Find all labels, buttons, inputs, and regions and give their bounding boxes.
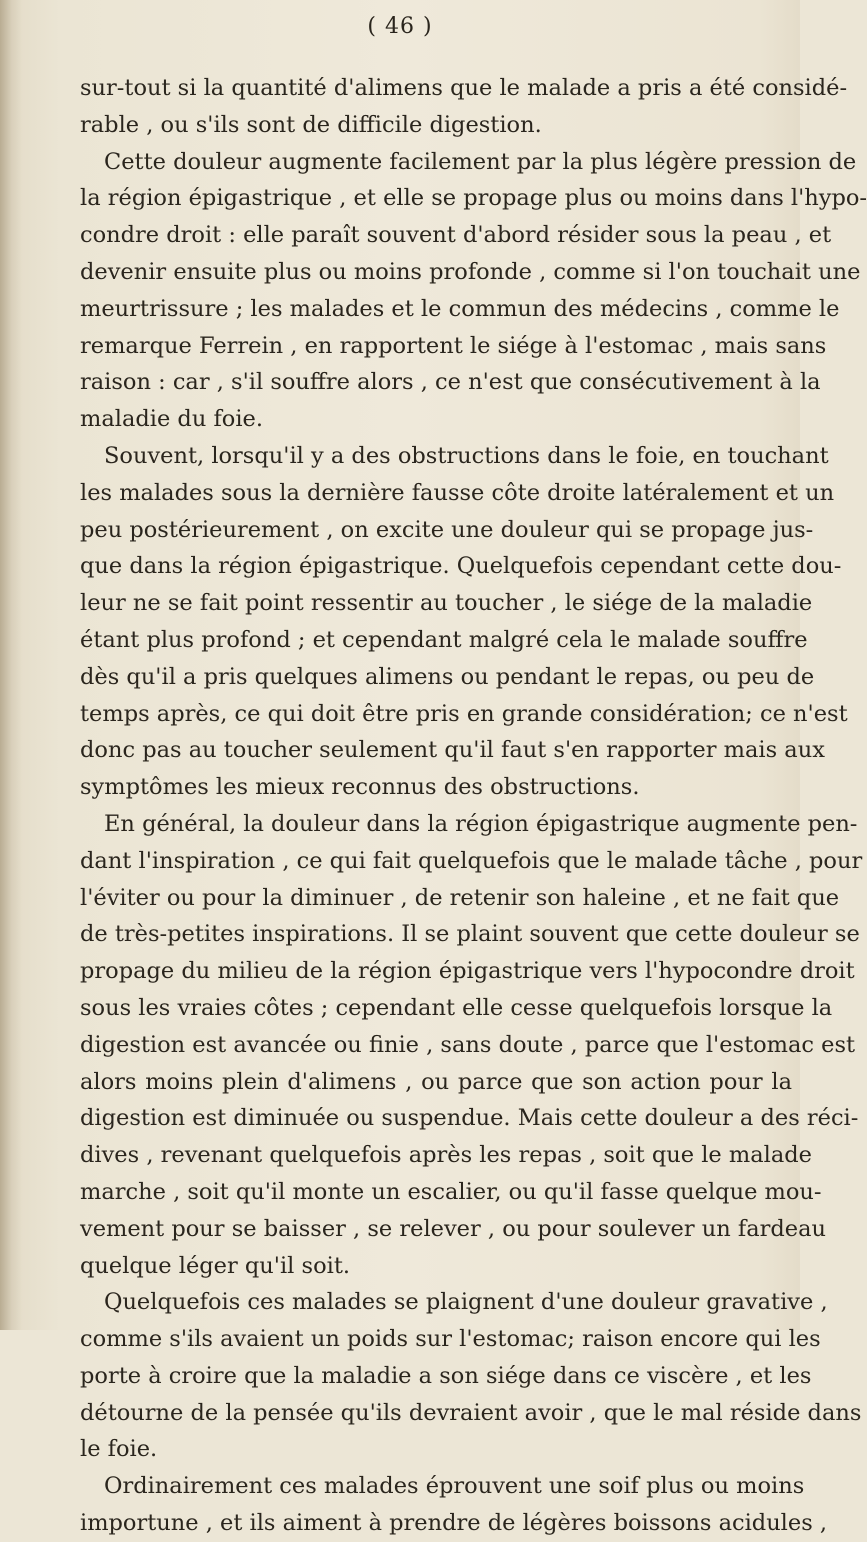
binding-gutter-shadow	[0, 0, 22, 1330]
text-line: Cette douleur augmente facilement par la plus légère pression de	[104, 148, 857, 175]
text-line: Quelquefois ces malades se plaignent d'une douleur gravative ,	[104, 1289, 828, 1316]
text-line: Ordinairement ces malades éprouvent une soif plus ou moins	[104, 1473, 805, 1500]
page-number: ( 46 )	[367, 14, 433, 39]
text-line: Souvent, lorsqu'il y a des obstructions dans le foie, en touchant	[104, 442, 829, 469]
text-line: comme s'ils avaient un poids sur l'estomac; raison encore qui les	[80, 1326, 821, 1353]
text-line: condre droit : elle paraît souvent d'abord résider sous la peau , et	[80, 222, 832, 249]
text-line: sous les vraies côtes ; cependant elle cesse quelquefois lorsque la	[80, 994, 833, 1021]
text-line: En général, la douleur dans la région épigastrique augmente pen-	[104, 810, 858, 837]
text-line: vement pour se baisser , se relever , ou pour soulever un fardeau	[80, 1215, 827, 1242]
text-line: sur-tout si la quantité d'alimens que le malade a pris a été considé-	[80, 75, 848, 101]
text-line: détourne de la pensée qu'ils devraient avoir , que le mal réside dans	[80, 1399, 862, 1426]
text-line: meurtrissure ; les malades et le commun des médecins , comme le	[80, 295, 840, 322]
text-line: que dans la région épigastrique. Quelquefois cependant cette dou-	[80, 553, 842, 580]
text-line: quelque léger qu'il soit.	[80, 1252, 351, 1279]
text-line: propage du milieu de la région épigastrique vers l'hypocondre droit	[80, 958, 855, 985]
text-line: temps après, ce qui doit être pris en grande considération; ce n'est	[80, 700, 848, 727]
text-line: rable , ou s'ils sont de difficile digestion.	[80, 111, 542, 138]
text-line: importune , et ils aiment à prendre de légères boissons acidules ,	[80, 1510, 828, 1537]
text-line: remarque Ferrein , en rapportent le siége à l'estomac , mais sans	[80, 332, 827, 359]
text-line: digestion est diminuée ou suspendue. Mais cette douleur a des réci-	[80, 1105, 859, 1132]
text-line: digestion est avancée ou finie , sans doute , parce que l'estomac est	[80, 1031, 856, 1058]
text-line: dant l'inspiration , ce qui fait quelquefois que le malade tâche , pour	[80, 847, 863, 874]
text-line: la région épigastrique , et elle se propage plus ou moins dans l'hypo-	[80, 185, 867, 212]
text-line: les malades sous la dernière fausse côte droite latéralement et un	[80, 479, 835, 506]
text-line: le foie.	[80, 1436, 158, 1463]
text-line: raison : car , s'il souffre alors , ce n'est que consécutivement à la	[80, 369, 821, 396]
text-line: devenir ensuite plus ou moins profonde , comme si l'on touchait une	[80, 258, 861, 285]
text-line: symptômes les mieux reconnus des obstructions.	[80, 774, 640, 801]
text-line: marche , soit qu'il monte un escalier, ou qu'il fasse quelque mou-	[80, 1178, 822, 1205]
text-line: de très-petites inspirations. Il se plaint souvent que cette douleur se	[80, 921, 860, 948]
text-line: leur ne se fait point ressentir au toucher , le siége de la maladie	[80, 590, 813, 617]
text-line: étant plus profond ; et cependant malgré cela le malade souffre	[80, 626, 808, 653]
text-line: l'éviter ou pour la diminuer , de retenir son haleine , et ne fait que	[80, 884, 840, 911]
text-line: donc pas au toucher seulement qu'il faut s'en rapporter mais aux	[80, 737, 825, 764]
text-line: dives , revenant quelquefois après les repas , soit que le malade	[80, 1142, 812, 1169]
body-text	[80, 70, 867, 1537]
text-line: porte à croire que la maladie a son siége dans ce viscère , et les	[80, 1362, 812, 1389]
text-line: maladie du foie.	[80, 406, 264, 433]
text-line: dès qu'il a pris quelques alimens ou pendant le repas, ou peu de	[80, 663, 815, 690]
text-line: peu postérieurement , on excite une douleur qui se propage jus-	[80, 516, 814, 543]
text-line: alors moins plein d'alimens , ou parce que son action pour la	[80, 1068, 792, 1095]
